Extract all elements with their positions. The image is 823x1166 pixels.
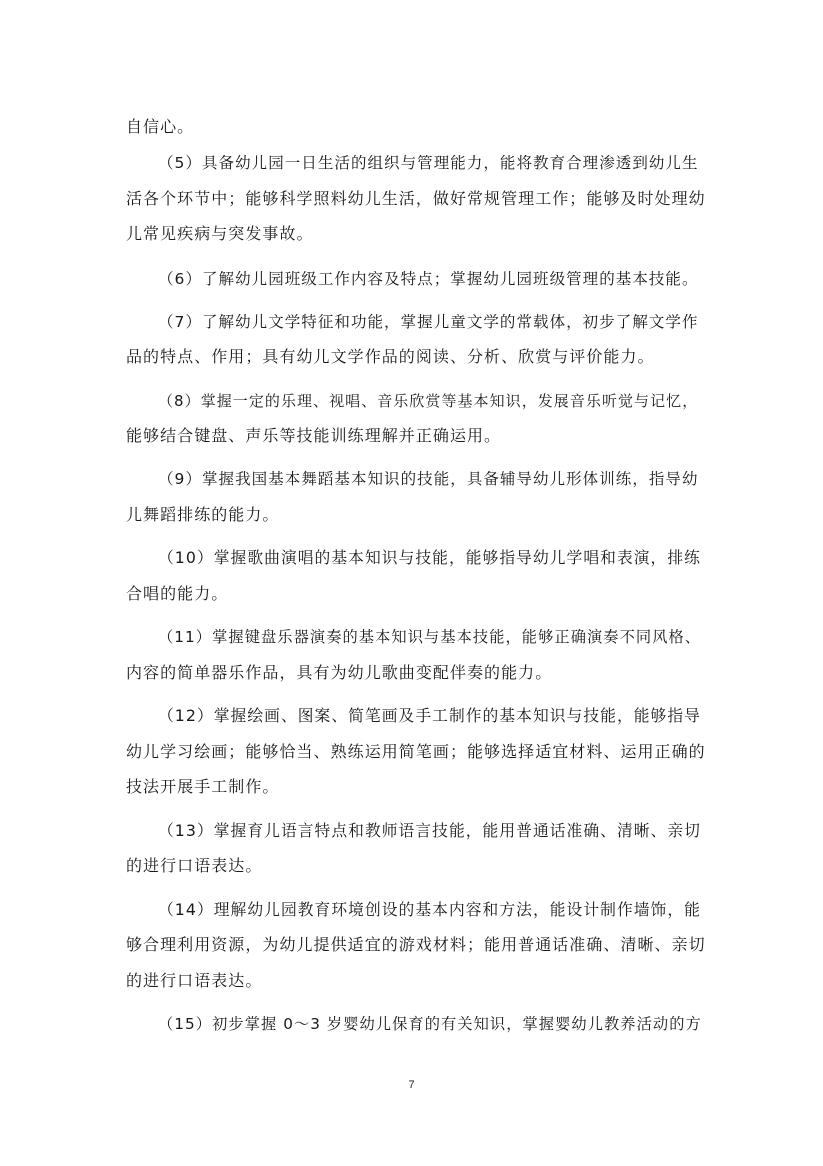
text-line: 儿常见疾病与突发事故。 — [126, 224, 314, 243]
text-line: 技法开展手工制作。 — [126, 777, 280, 796]
text-line: 能够结合键盘、声乐等技能训练理解并正确运用。 — [126, 426, 502, 445]
text-line: （13）掌握育儿语言特点和教师语言技能，能用普通话准确、清晰、亲切 — [158, 821, 701, 840]
page-number: 7 — [408, 1079, 415, 1091]
text-line: 儿舞蹈排练的能力。 — [126, 505, 280, 524]
text-line: 自信心。 — [126, 117, 195, 136]
text-line: （14）理解幼儿园教育环境创设的基本内容和方法，能设计制作墙饰，能 — [158, 900, 701, 919]
text-line: 够合理利用资源，为幼儿提供适宜的游戏材料；能用普通话准确、清晰、亲切 — [126, 935, 706, 954]
text-line: 合唱的能力。 — [126, 584, 229, 603]
text-line: 幼儿学习绘画；能够恰当、熟练运用简笔画；能够选择适宜材料、运用正确的 — [126, 742, 706, 761]
text-line: （9）掌握我国基本舞蹈基本知识的技能，具备辅导幼儿形体训练，指导幼 — [158, 470, 699, 488]
text-line: 的进行口语表达。 — [126, 971, 263, 990]
text-line: 的进行口语表达。 — [126, 856, 263, 875]
text-line: 活各个环节中；能够科学照料幼儿生活，做好常规管理工作；能够及时处理幼 — [126, 189, 706, 208]
text-line: （15）初步掌握 0～3 岁婴幼儿保育的有关知识，掌握婴幼儿教养活动的方 — [158, 1015, 702, 1033]
text-line: （5）具备幼儿园一日生活的组织与管理能力，能将教育合理渗透到幼儿生 — [158, 154, 699, 172]
text-line: 品的特点、作用；具有幼儿文学作品的阅读、分析、欣赏与评价能力。 — [126, 347, 655, 366]
text-line: （10）掌握歌曲演唱的基本知识与技能，能够指导幼儿学唱和表演，排练 — [158, 548, 701, 567]
text-line: （12）掌握绘画、图案、简笔画及手工制作的基本知识与技能，能够指导 — [158, 706, 701, 725]
text-line: （6）了解幼儿园班级工作内容及特点；掌握幼儿园班级管理的基本技能。 — [158, 270, 699, 288]
text-line: （11）掌握键盘乐器演奏的基本知识与基本技能，能够正确演奏不同风格、 — [158, 628, 702, 646]
text-line: 内容的简单器乐作品，具有为幼儿歌曲变配伴奏的能力。 — [126, 663, 553, 682]
text-line: （7）了解幼儿文学特征和功能，掌握儿童文学的常载体，初步了解文学作 — [158, 313, 699, 331]
text-line: （8）掌握一定的乐理、视唱、音乐欣赏等基本知识，发展音乐听觉与记忆， — [158, 392, 699, 410]
